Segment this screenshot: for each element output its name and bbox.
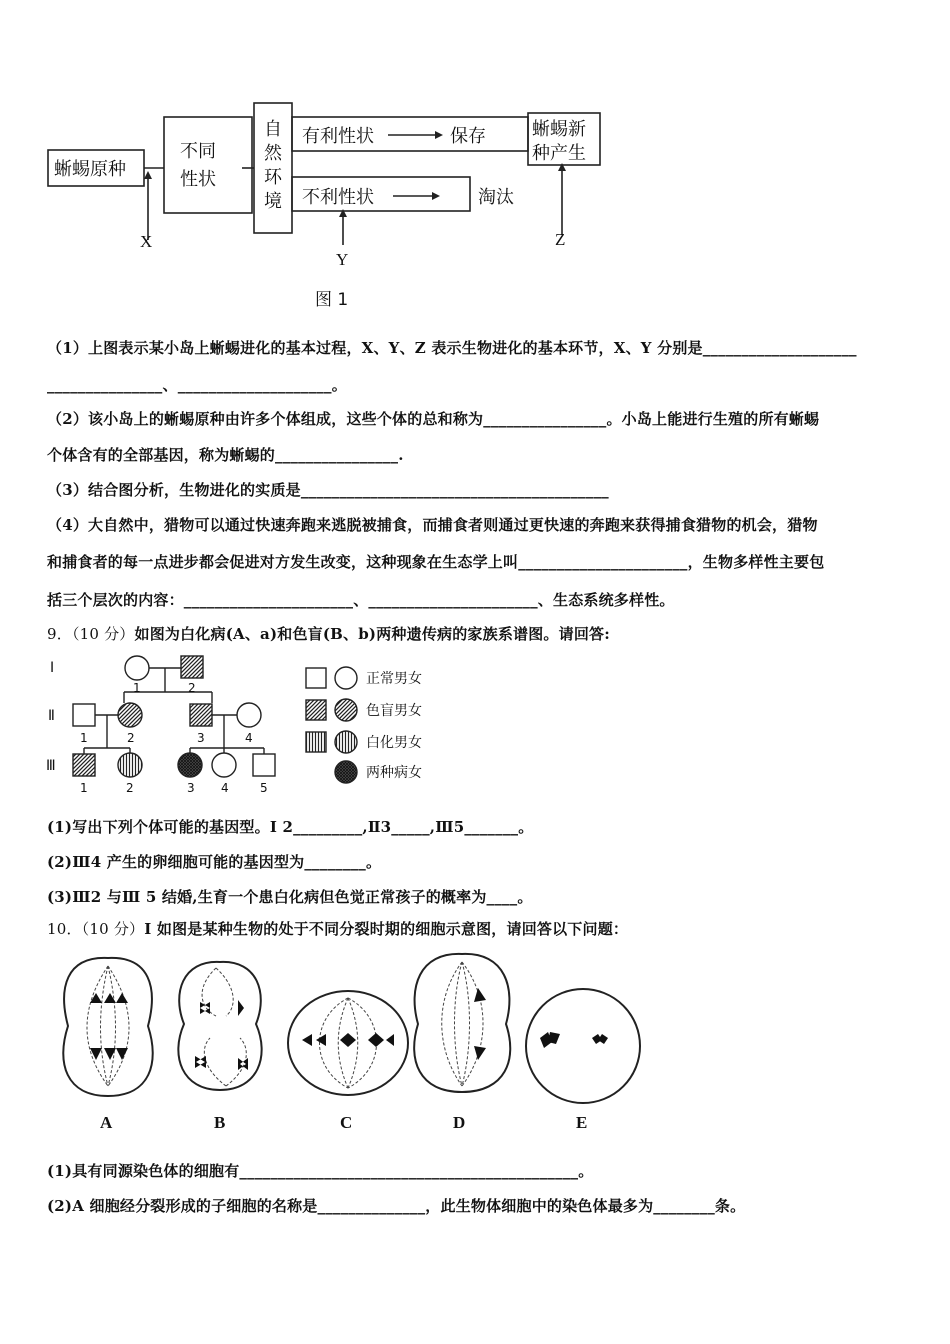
preserve-label: 保存 xyxy=(450,126,486,147)
svg-text:1: 1 xyxy=(80,731,88,745)
II4-normal-female xyxy=(237,703,261,727)
III2-albino-female xyxy=(118,753,142,777)
II1-normal-male xyxy=(73,704,95,726)
svg-text:境: 境 xyxy=(264,191,282,212)
svg-text:Ⅲ: Ⅲ xyxy=(46,758,56,774)
q8-part2-line2: 个体含有的全部基因，称为蜥蜴的________________. xyxy=(47,446,404,464)
q10-sub1: (1)具有同源染色体的细胞有____________________________________________。 xyxy=(47,1162,594,1180)
svg-text:自: 自 xyxy=(264,119,282,140)
III5-normal-male xyxy=(253,754,275,776)
III1-colorblind-male xyxy=(73,754,95,776)
svg-text:4: 4 xyxy=(245,731,253,745)
q8-part4-line3: 括三个层次的内容：______________________、______________________、生态系统多样性。 xyxy=(47,591,675,609)
svg-text:性状: 性状 xyxy=(180,169,216,190)
pedigree-chart xyxy=(44,650,444,800)
svg-text:3: 3 xyxy=(187,781,195,795)
evolution-flow-diagram xyxy=(40,95,630,315)
q9-header: 9．（10 分）如图为白化病(A、a)和色盲(B、b)两种遗传病的家族系谱图。请回答: xyxy=(47,625,610,643)
q8-part3: （3）结合图分析，生物进化的实质是________________________________________ xyxy=(47,481,609,499)
cell-B xyxy=(178,962,261,1090)
legend-normal: 正常男女 xyxy=(366,671,422,687)
unfavorable-label: 不利性状 xyxy=(302,187,374,208)
svg-text:种产生: 种产生 xyxy=(532,143,586,164)
q10-header: 10．（10 分）Ⅰ 如图是某种生物的处于不同分裂时期的细胞示意图，请回答以下问题： xyxy=(47,920,629,938)
cell-division-diagram xyxy=(50,948,650,1138)
legend-both: 两种病女 xyxy=(366,765,422,781)
label-x: X xyxy=(140,232,153,251)
cell-E xyxy=(526,989,640,1103)
svg-text:5: 5 xyxy=(260,781,268,795)
svg-text:4: 4 xyxy=(221,781,229,795)
cell-D xyxy=(414,954,510,1092)
I2-colorblind-male xyxy=(181,656,203,678)
q8-part1-line2: _______________、____________________。 xyxy=(47,376,347,394)
svg-text:Ⅱ: Ⅱ xyxy=(48,708,55,724)
svg-text:2: 2 xyxy=(188,681,196,695)
III3-both-diseases-female xyxy=(178,753,202,777)
svg-text:1: 1 xyxy=(80,781,88,795)
q8-part4-line2: 和捕食者的每一点进步都会促进对方发生改变，这种现象在生态学上叫______________________，生物多样性主要包 xyxy=(47,553,825,571)
cell-A xyxy=(63,958,152,1096)
label-z: Z xyxy=(555,230,566,249)
svg-text:蜥蜴新: 蜥蜴新 xyxy=(532,119,586,140)
eliminate-label: 淘汰 xyxy=(478,187,514,208)
svg-text:3: 3 xyxy=(197,731,205,745)
svg-text:2: 2 xyxy=(126,781,134,795)
III4-normal-female xyxy=(212,753,236,777)
svg-text:E: E xyxy=(576,1113,588,1132)
q9-sub2: (2)Ⅲ4 产生的卵细胞可能的基因型为________。 xyxy=(47,853,382,871)
q8-part1-line1: （1）上图表示某小岛上蜥蜴进化的基本过程，X、Y、Z 表示生物进化的基本环节，X、Y 分别是____________________ xyxy=(47,339,857,357)
svg-text:环: 环 xyxy=(264,167,282,188)
svg-text:D: D xyxy=(453,1113,466,1132)
svg-text:B: B xyxy=(214,1113,226,1132)
q8-part4-line1: （4）大自然中，猎物可以通过快速奔跑来逃脱被捕食，而捕食者则通过更快速的奔跑来获得捕食猎物的机会，猎物 xyxy=(47,516,818,534)
svg-text:不同: 不同 xyxy=(180,141,216,162)
favorable-label: 有利性状 xyxy=(302,126,374,147)
legend-albino: 白化男女 xyxy=(366,735,422,751)
svg-text:1: 1 xyxy=(133,681,141,695)
traits-box xyxy=(164,117,252,213)
origin-label: 蜥蜴原种 xyxy=(54,159,126,180)
q9-sub1: (1)写出下列个体可能的基因型。Ⅰ 2_________,Ⅱ3_____,Ⅲ5_______。 xyxy=(47,818,534,836)
figure-caption: 图 1 xyxy=(315,290,349,310)
II2-colorblind-female xyxy=(118,703,142,727)
q10-sub2: (2)A 细胞经分裂形成的子细胞的名称是______________，此生物体细胞中的染色体最多为________条。 xyxy=(47,1197,746,1215)
svg-text:然: 然 xyxy=(264,143,282,164)
q9-sub3: (3)Ⅲ2 与Ⅲ 5 结婚,生育一个患白化病但色觉正常孩子的概率为____。 xyxy=(47,888,533,906)
svg-text:A: A xyxy=(100,1113,113,1132)
I1-normal-female xyxy=(125,656,149,680)
svg-text:C: C xyxy=(340,1113,353,1132)
II3-colorblind-male xyxy=(190,704,212,726)
label-y: Y xyxy=(336,250,349,269)
svg-text:Ⅰ: Ⅰ xyxy=(50,660,55,676)
q8-part2-line1: （2）该小岛上的蜥蜴原种由许多个体组成，这些个体的总和称为________________。小岛上能进行生殖的所有蜥蜴 xyxy=(47,410,820,428)
legend-colorblind: 色盲男女 xyxy=(366,703,422,719)
svg-text:2: 2 xyxy=(127,731,135,745)
